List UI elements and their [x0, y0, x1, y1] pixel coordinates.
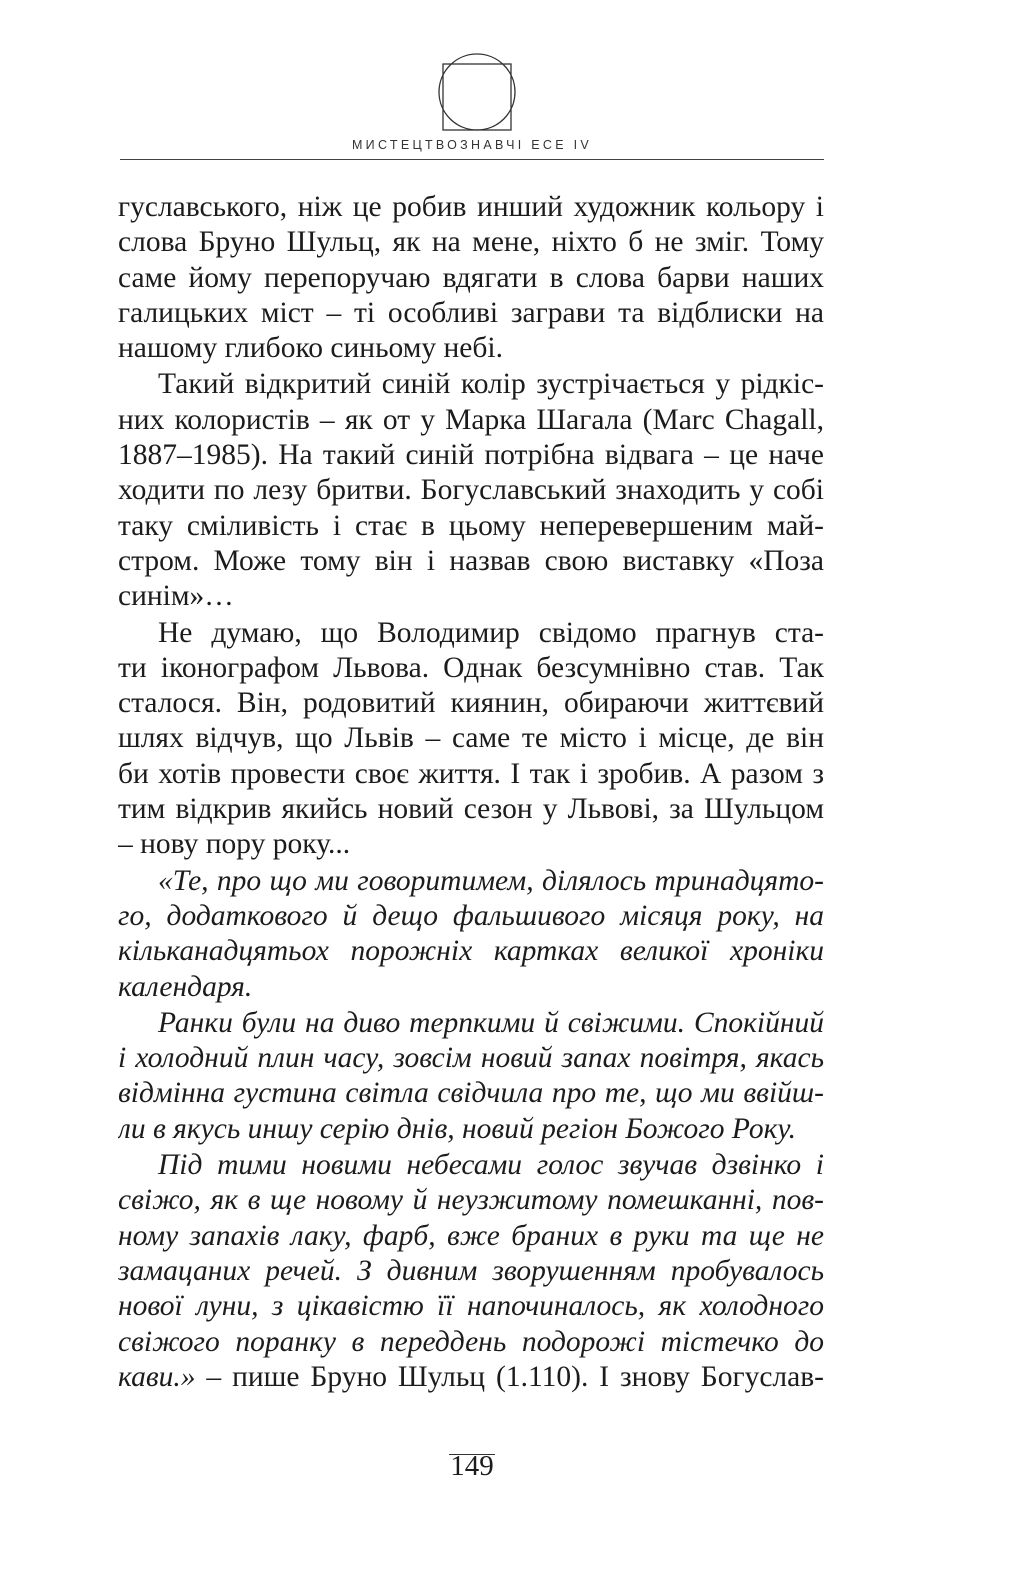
quote-line: нової луни, з цікавістю її напочиналось, як холодного: [118, 1290, 824, 1323]
text-line: ти іконографом Львова. Однак безсумнівно став. Так: [118, 651, 824, 684]
text-line: саме йому перепоручаю вдягати в слова барви наших: [118, 261, 824, 294]
quote-line: ли в якусь иншу серію днів, новий регіон Божого Року.: [118, 1112, 797, 1145]
text-line: галицьких міст – ті особливі заграви та відблиски на: [118, 296, 824, 329]
citation-text: – пише Бруно Шульц (1.110). І знову Богуслав-: [195, 1360, 824, 1393]
quote-line: «Те, про що ми говоритимем, ділялось тринадцято-: [158, 864, 824, 897]
text-line: Не думаю, що Володимир свідомо прагнув ста-: [158, 616, 824, 649]
page-number: 149: [450, 1450, 494, 1482]
quote-end: кави.»: [118, 1360, 196, 1393]
quote-line: кільканадцятьох порожніх картках великої хроніки: [118, 935, 824, 968]
text-line: шлях відчув, що Львів – саме те місто і місце, де він: [118, 722, 824, 755]
text-line: нашому глибоко синьому небі.: [118, 332, 503, 365]
text-line: сталося. Він, родовитий киянин, обираючи життєвий: [118, 687, 824, 720]
page-text: [118, 190, 824, 1395]
text-line: гуславського, ніж це робив инший художник кольору і: [118, 191, 824, 223]
text-line: Такий відкритий синій колір зустрічається у рідкіс-: [158, 368, 824, 401]
text-line: синім»…: [118, 580, 234, 613]
running-header: МИСТЕЦТВОЗНАВЧІ ЕСЕ IV: [351, 138, 593, 152]
quote-line: ному запахів лаку, фарб, вже браних в руки та ще не: [118, 1219, 824, 1252]
quote-line: свіжого поранку в переддень подорожі тістечко до: [118, 1325, 824, 1358]
header-rule: [120, 159, 824, 160]
quote-line: замацаних речей. З дивним зворушенням пробувалось: [118, 1254, 824, 1287]
quote-line: свіжо, як в ще новому й неузжитому помешканні, пов-: [118, 1184, 824, 1217]
quote-line: календаря.: [118, 970, 253, 1003]
text-line: слова Бруно Шульц, як на мене, ніхто б не зміг. Тому: [118, 226, 824, 259]
quote-line: відмінна густина світла свідчила про те, що ми ввійш-: [118, 1077, 824, 1110]
text-line: би хотів провести своє життя. І так і зробив. А разом з: [118, 757, 824, 790]
quote-line: го, додаткового й дещо фальшивого місяця року, на: [118, 899, 824, 932]
text-line: 1887–1985). На такий синій потрібна відвага – це наче: [118, 439, 824, 472]
text-line: ходити по лезу бритви. Богуславський знаходить у собі: [118, 474, 824, 507]
text-line: – нову пору року...: [118, 828, 351, 861]
quote-line: і холодний плин часу, зовсім новий запах повітря, якась: [118, 1042, 824, 1075]
circle-square-emblem-icon: [437, 52, 517, 132]
text-line: них колористів – як от у Марка Шагала (Marc Chagall,: [118, 403, 824, 436]
text-line: таку сміливість і стає в цьому неперевершеним май-: [118, 509, 824, 542]
quote-line: Під тими новими небесами голос звучав дзвінко і: [158, 1149, 824, 1182]
text-line: тим відкрив якийсь новий сезон у Львові, за Шульцом: [118, 793, 824, 826]
text-line: стром. Може тому він і назвав свою виставку «Поза: [118, 544, 824, 577]
text-line: [118, 1360, 824, 1395]
quote-line: Ранки були на диво терпкими й свіжими. Спокійний: [158, 1006, 824, 1039]
